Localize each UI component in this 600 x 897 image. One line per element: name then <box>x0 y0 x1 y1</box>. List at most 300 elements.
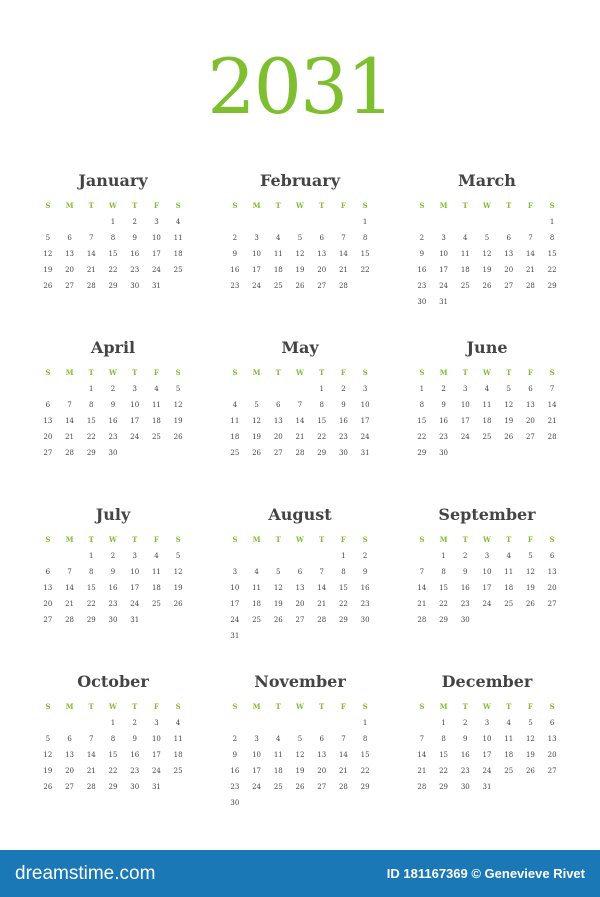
weekday-label: S <box>362 201 368 210</box>
month-may <box>224 337 376 504</box>
day-cell: 26 <box>43 282 53 290</box>
month-name: November <box>254 672 346 691</box>
day-cell: 28 <box>65 449 75 457</box>
day-cell: 6 <box>319 735 324 743</box>
day-cell: 25 <box>173 767 183 775</box>
day-cell: 9 <box>362 568 368 576</box>
day-cell: 15 <box>439 584 449 592</box>
day-cell: 3 <box>254 234 259 242</box>
day-cell: 27 <box>295 616 305 624</box>
weekday-label: T <box>88 201 94 210</box>
day-cell: 28 <box>525 282 535 290</box>
empty-cell <box>267 214 289 230</box>
weekday-label: S <box>232 368 238 377</box>
day-cell: 4 <box>276 735 281 743</box>
weekday-label: T <box>132 702 138 711</box>
month-april <box>37 337 189 504</box>
weekday-label: W <box>483 201 491 210</box>
empty-cell <box>267 548 289 564</box>
weekday-label: W <box>109 201 117 210</box>
day-cell: 15 <box>338 584 348 592</box>
day-cell: 23 <box>460 767 470 775</box>
empty-cell <box>37 381 59 397</box>
day-cell: 15 <box>360 250 370 258</box>
day-cell: 2 <box>341 385 346 393</box>
weekday-label: T <box>319 201 325 210</box>
day-cell: 28 <box>338 783 348 791</box>
day-cell: 7 <box>549 385 555 393</box>
weekday-label: W <box>296 201 304 210</box>
day-cell: 11 <box>504 568 514 576</box>
day-cell: 27 <box>43 616 53 624</box>
day-cell: 21 <box>65 433 75 441</box>
day-cell: 20 <box>65 266 75 274</box>
day-cell: 26 <box>295 783 305 791</box>
empty-cell <box>289 715 311 731</box>
day-cell: 26 <box>482 282 492 290</box>
weekday-label: S <box>45 201 51 210</box>
empty-cell <box>59 548 81 564</box>
day-cell: 19 <box>43 266 53 274</box>
day-cell: 25 <box>482 433 492 441</box>
day-cell: 19 <box>482 266 492 274</box>
weekday-label: T <box>275 201 281 210</box>
day-cell: 16 <box>108 584 118 592</box>
weekday-label: F <box>340 702 346 711</box>
empty-cell <box>289 214 311 230</box>
day-cell: 3 <box>132 552 137 560</box>
day-cell: 2 <box>463 719 468 727</box>
day-cell: 5 <box>297 735 303 743</box>
day-cell: 19 <box>252 433 262 441</box>
empty-cell <box>267 381 289 397</box>
day-cell: 19 <box>173 417 183 425</box>
day-cell: 14 <box>417 751 427 759</box>
day-cell: 12 <box>525 568 535 576</box>
empty-cell <box>224 214 246 230</box>
weekday-label: F <box>153 702 159 711</box>
day-cell: 11 <box>230 417 240 425</box>
day-cell: 16 <box>360 584 370 592</box>
day-cell: 6 <box>506 234 511 242</box>
day-grid <box>37 532 189 628</box>
day-cell: 14 <box>525 250 535 258</box>
day-cell: 27 <box>43 449 53 457</box>
weekday-label: T <box>506 201 512 210</box>
day-cell: 17 <box>130 584 140 592</box>
day-cell: 31 <box>151 783 161 791</box>
weekday-label: T <box>319 368 325 377</box>
day-cell: 10 <box>130 568 140 576</box>
weekday-label: S <box>419 535 425 544</box>
day-cell: 25 <box>151 433 161 441</box>
empty-cell <box>411 214 433 230</box>
day-cell: 15 <box>317 417 327 425</box>
day-cell: 11 <box>504 735 514 743</box>
day-cell: 5 <box>45 735 51 743</box>
empty-cell <box>289 548 311 564</box>
weekday-label: F <box>340 535 346 544</box>
day-cell: 3 <box>132 385 137 393</box>
day-cell: 31 <box>360 449 370 457</box>
month-name: June <box>466 338 508 357</box>
day-cell: 7 <box>67 568 72 576</box>
day-cell: 16 <box>108 417 118 425</box>
day-cell: 2 <box>110 385 116 393</box>
day-cell: 27 <box>273 449 283 457</box>
day-cell: 22 <box>108 266 118 274</box>
empty-cell <box>311 548 333 564</box>
day-cell: 8 <box>362 735 368 743</box>
day-cell: 29 <box>360 783 370 791</box>
day-cell: 15 <box>360 751 370 759</box>
weekday-label: M <box>439 201 448 210</box>
day-cell: 21 <box>338 266 348 274</box>
day-cell: 11 <box>151 401 161 409</box>
day-cell: 24 <box>151 767 161 775</box>
day-cell: 14 <box>65 417 75 425</box>
day-cell: 22 <box>417 433 427 441</box>
day-cell: 12 <box>525 735 535 743</box>
day-cell: 1 <box>110 218 116 226</box>
day-cell: 1 <box>362 719 368 727</box>
months-grid <box>37 170 563 838</box>
empty-cell <box>246 214 268 230</box>
day-cell: 20 <box>525 417 535 425</box>
weekday-label: T <box>275 535 281 544</box>
day-cell: 12 <box>295 751 305 759</box>
empty-cell <box>311 715 333 731</box>
empty-cell <box>246 715 268 731</box>
day-cell: 24 <box>252 783 262 791</box>
day-cell: 18 <box>230 433 240 441</box>
weekday-label: M <box>252 702 261 711</box>
day-cell: 3 <box>154 719 159 727</box>
weekday-label: T <box>275 368 281 377</box>
day-cell: 23 <box>108 600 118 608</box>
weekday-label: S <box>175 201 181 210</box>
day-cell: 5 <box>484 234 490 242</box>
day-cell: 6 <box>549 552 555 560</box>
day-cell: 28 <box>86 783 96 791</box>
day-cell: 7 <box>319 568 324 576</box>
day-cell: 24 <box>482 600 492 608</box>
day-cell: 6 <box>45 568 51 576</box>
day-cell: 17 <box>482 751 492 759</box>
month-name: January <box>78 171 148 190</box>
day-cell: 3 <box>254 735 259 743</box>
day-cell: 6 <box>549 719 555 727</box>
day-cell: 17 <box>252 266 262 274</box>
day-cell: 17 <box>151 751 161 759</box>
day-cell: 11 <box>252 584 262 592</box>
day-cell: 14 <box>417 584 427 592</box>
day-cell: 18 <box>151 417 161 425</box>
day-cell: 5 <box>506 385 511 393</box>
day-cell: 6 <box>67 234 72 242</box>
day-cell: 13 <box>525 401 535 409</box>
day-cell: 4 <box>506 552 511 560</box>
day-cell: 6 <box>528 385 533 393</box>
day-cell: 16 <box>230 767 240 775</box>
weekday-label: M <box>65 535 74 544</box>
day-cell: 2 <box>441 385 446 393</box>
day-cell: 5 <box>528 552 533 560</box>
day-cell: 14 <box>317 584 327 592</box>
weekday-label: T <box>132 535 138 544</box>
day-cell: 18 <box>482 417 492 425</box>
day-cell: 11 <box>460 250 470 258</box>
day-cell: 3 <box>154 218 159 226</box>
day-cell: 14 <box>295 417 305 425</box>
day-cell: 22 <box>439 600 449 608</box>
day-cell: 14 <box>547 401 557 409</box>
day-cell: 7 <box>297 401 303 409</box>
empty-cell <box>333 715 355 731</box>
day-cell: 16 <box>230 266 240 274</box>
weekday-label: M <box>439 535 448 544</box>
day-cell: 8 <box>89 401 94 409</box>
day-cell: 11 <box>273 250 283 258</box>
day-cell: 6 <box>297 568 303 576</box>
day-cell: 24 <box>360 433 370 441</box>
day-grid <box>224 532 376 644</box>
day-cell: 29 <box>108 783 118 791</box>
day-cell: 24 <box>130 433 140 441</box>
day-cell: 26 <box>504 433 514 441</box>
day-cell: 23 <box>417 282 427 290</box>
day-cell: 22 <box>108 767 118 775</box>
weekday-label: S <box>549 368 555 377</box>
day-cell: 31 <box>151 282 161 290</box>
weekday-label: M <box>65 368 74 377</box>
day-cell: 18 <box>273 767 283 775</box>
weekday-label: W <box>109 702 117 711</box>
day-cell: 19 <box>43 767 53 775</box>
day-cell: 13 <box>273 417 283 425</box>
day-cell: 1 <box>419 385 425 393</box>
day-cell: 9 <box>132 735 137 743</box>
day-cell: 9 <box>463 735 468 743</box>
day-cell: 25 <box>151 600 161 608</box>
weekday-label: T <box>462 368 468 377</box>
day-cell: 30 <box>108 449 118 457</box>
day-grid <box>411 699 563 795</box>
weekday-label: S <box>549 535 555 544</box>
empty-cell <box>59 381 81 397</box>
weekday-label: S <box>175 535 181 544</box>
weekday-label: M <box>439 702 448 711</box>
day-cell: 1 <box>341 552 346 560</box>
day-cell: 6 <box>319 234 324 242</box>
day-cell: 8 <box>110 735 116 743</box>
month-name: May <box>281 338 319 357</box>
day-cell: 12 <box>482 250 492 258</box>
day-cell: 2 <box>110 552 116 560</box>
weekday-label: M <box>252 368 261 377</box>
day-cell: 28 <box>338 282 348 290</box>
day-cell: 4 <box>232 401 238 409</box>
day-cell: 1 <box>110 719 116 727</box>
day-cell: 26 <box>173 600 183 608</box>
day-cell: 11 <box>273 751 283 759</box>
day-cell: 19 <box>295 767 305 775</box>
footer-logo[interactable]: dreamstime.com <box>15 863 156 884</box>
weekday-label: W <box>109 368 117 377</box>
day-grid <box>411 532 563 628</box>
month-august <box>224 504 376 671</box>
month-january <box>37 170 189 337</box>
day-cell: 27 <box>65 282 75 290</box>
day-cell: 10 <box>482 568 492 576</box>
footer-id-text: ID 181167369 © Genevieve Rivet <box>386 866 585 881</box>
weekday-label: S <box>549 201 555 210</box>
day-cell: 29 <box>86 616 96 624</box>
day-cell: 12 <box>504 401 514 409</box>
day-cell: 25 <box>273 282 283 290</box>
day-cell: 23 <box>230 282 240 290</box>
day-cell: 7 <box>528 234 533 242</box>
day-cell: 20 <box>43 433 53 441</box>
day-cell: 26 <box>252 449 262 457</box>
day-cell: 3 <box>484 552 490 560</box>
day-cell: 24 <box>130 600 140 608</box>
day-cell: 27 <box>317 783 327 791</box>
weekday-label: T <box>132 201 138 210</box>
day-cell: 22 <box>439 767 449 775</box>
day-cell: 13 <box>43 417 53 425</box>
day-cell: 9 <box>110 568 116 576</box>
day-cell: 20 <box>295 600 305 608</box>
day-cell: 10 <box>482 735 492 743</box>
day-cell: 10 <box>252 751 262 759</box>
day-cell: 11 <box>482 401 492 409</box>
day-cell: 4 <box>484 385 490 393</box>
day-cell: 1 <box>362 218 368 226</box>
day-grid <box>224 365 376 461</box>
day-cell: 30 <box>230 799 240 807</box>
day-cell: 17 <box>460 417 470 425</box>
day-cell: 22 <box>360 767 370 775</box>
weekday-label: F <box>340 201 346 210</box>
day-cell: 8 <box>319 401 324 409</box>
empty-cell <box>37 715 59 731</box>
empty-cell <box>224 381 246 397</box>
day-cell: 23 <box>130 266 140 274</box>
empty-cell <box>311 214 333 230</box>
day-cell: 18 <box>504 751 514 759</box>
day-cell: 18 <box>504 584 514 592</box>
day-cell: 9 <box>132 234 137 242</box>
day-cell: 13 <box>43 584 53 592</box>
empty-cell <box>333 214 355 230</box>
day-cell: 17 <box>439 266 449 274</box>
month-name: September <box>438 505 536 524</box>
month-name: December <box>441 672 533 691</box>
weekday-label: F <box>527 702 533 711</box>
day-grid <box>37 365 189 461</box>
day-cell: 1 <box>89 385 94 393</box>
day-cell: 7 <box>419 568 425 576</box>
day-cell: 29 <box>108 282 118 290</box>
day-cell: 12 <box>173 401 183 409</box>
day-cell: 13 <box>295 584 305 592</box>
weekday-label: S <box>175 368 181 377</box>
month-name: February <box>259 171 340 190</box>
day-cell: 9 <box>110 401 116 409</box>
day-cell: 15 <box>108 250 118 258</box>
month-june <box>411 337 563 504</box>
day-cell: 30 <box>130 282 140 290</box>
weekday-label: S <box>232 535 238 544</box>
day-cell: 13 <box>65 250 75 258</box>
month-july <box>37 504 189 671</box>
day-cell: 4 <box>506 719 511 727</box>
day-cell: 18 <box>273 266 283 274</box>
day-cell: 9 <box>232 751 238 759</box>
day-grid <box>411 198 563 310</box>
day-cell: 22 <box>317 433 327 441</box>
weekday-label: W <box>483 702 491 711</box>
day-cell: 4 <box>175 719 181 727</box>
weekday-label: S <box>362 535 368 544</box>
day-cell: 18 <box>151 584 161 592</box>
day-cell: 28 <box>295 449 305 457</box>
month-october <box>37 671 189 838</box>
day-cell: 31 <box>439 298 449 306</box>
day-cell: 9 <box>341 401 346 409</box>
day-cell: 2 <box>232 234 238 242</box>
day-cell: 16 <box>460 751 470 759</box>
day-cell: 29 <box>317 449 327 457</box>
day-cell: 24 <box>151 266 161 274</box>
day-cell: 4 <box>276 234 281 242</box>
day-cell: 21 <box>547 417 557 425</box>
day-cell: 11 <box>173 735 183 743</box>
day-cell: 19 <box>504 417 514 425</box>
weekday-label: S <box>362 702 368 711</box>
day-cell: 27 <box>547 767 557 775</box>
day-cell: 13 <box>547 568 557 576</box>
day-cell: 10 <box>460 401 470 409</box>
day-cell: 26 <box>295 282 305 290</box>
weekday-label: S <box>45 535 51 544</box>
day-cell: 23 <box>338 433 348 441</box>
day-cell: 21 <box>65 600 75 608</box>
day-cell: 5 <box>254 401 259 409</box>
empty-cell <box>454 214 476 230</box>
day-cell: 25 <box>230 449 240 457</box>
day-cell: 20 <box>317 767 327 775</box>
day-cell: 14 <box>65 584 75 592</box>
day-cell: 24 <box>230 616 240 624</box>
weekday-label: T <box>462 702 468 711</box>
empty-cell <box>433 214 455 230</box>
day-cell: 25 <box>173 266 183 274</box>
day-cell: 19 <box>525 584 535 592</box>
day-cell: 21 <box>86 266 96 274</box>
day-cell: 19 <box>295 266 305 274</box>
day-cell: 21 <box>525 266 535 274</box>
day-cell: 23 <box>130 767 140 775</box>
day-cell: 11 <box>173 234 183 242</box>
day-cell: 25 <box>273 783 283 791</box>
day-cell: 27 <box>504 282 514 290</box>
empty-cell <box>80 715 102 731</box>
day-cell: 3 <box>362 385 368 393</box>
weekday-label: T <box>506 702 512 711</box>
day-cell: 10 <box>230 584 240 592</box>
